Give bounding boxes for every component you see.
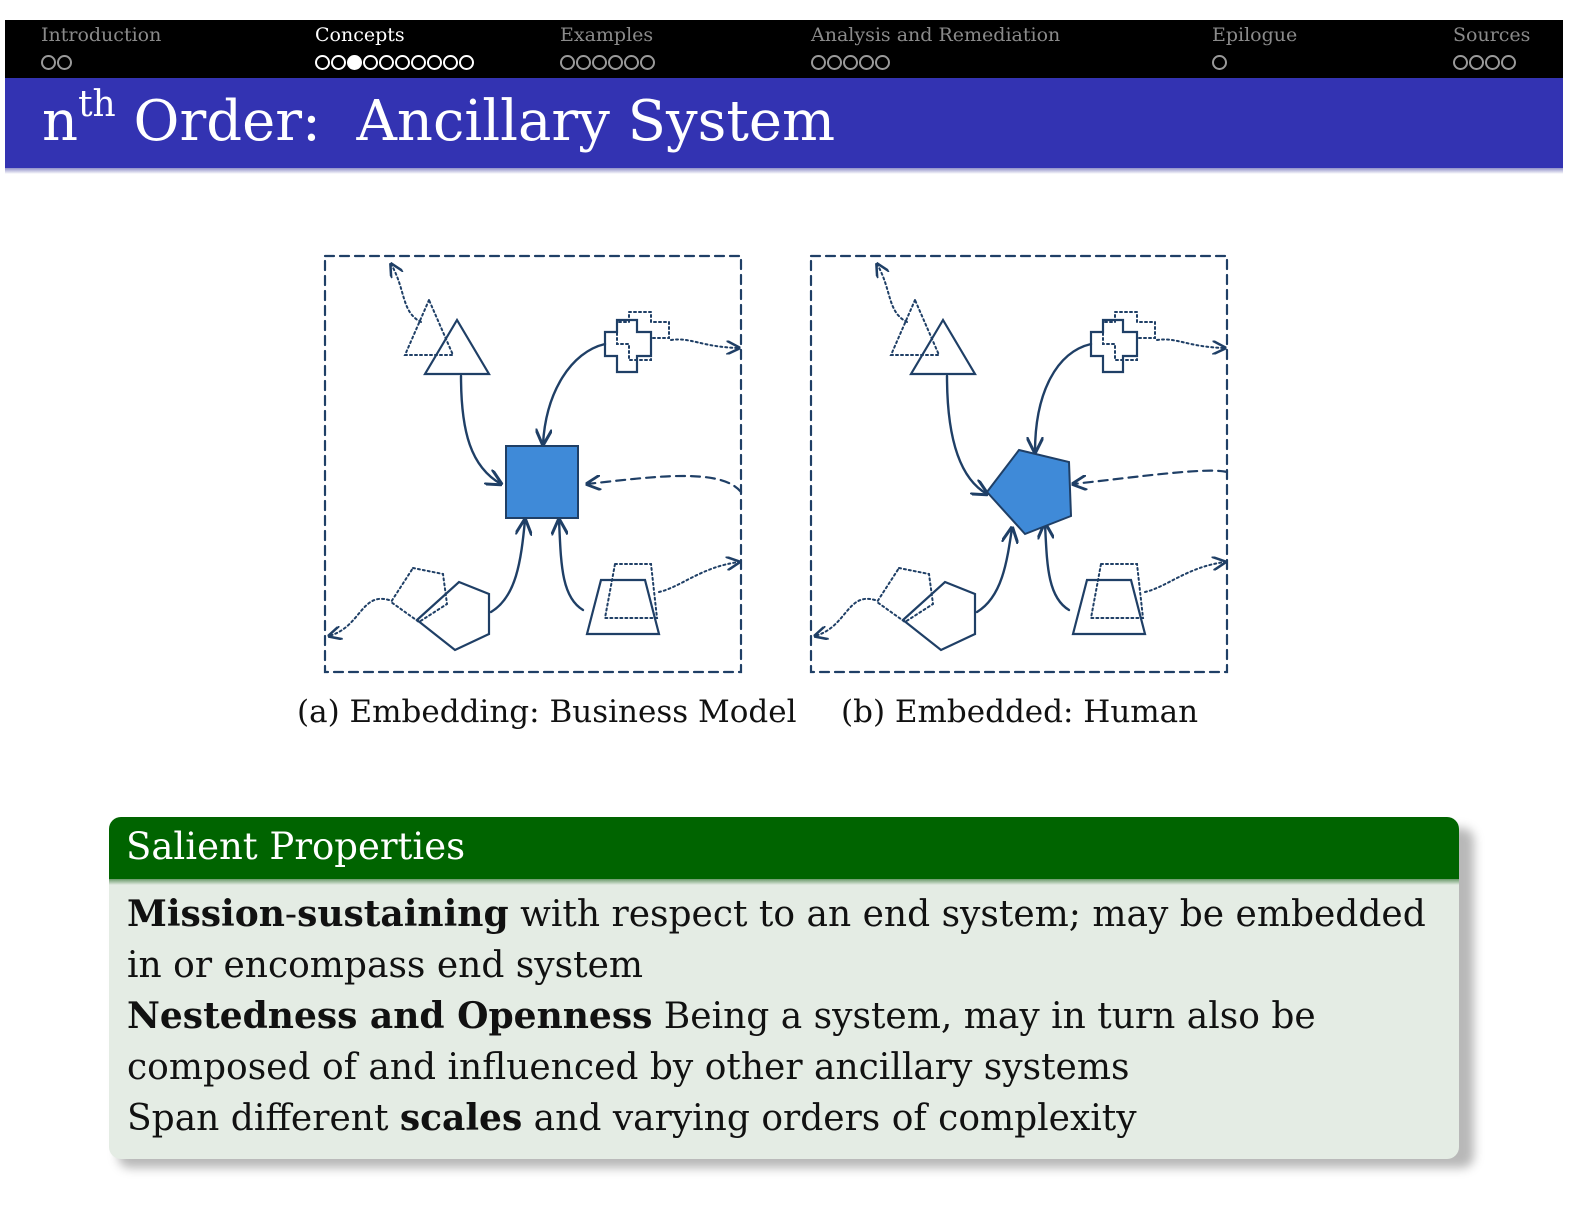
cross-dotted-outflow [1157, 339, 1225, 348]
title-bar-shadow [5, 168, 1563, 174]
nav-dot[interactable] [459, 55, 474, 70]
nav-dot[interactable] [1485, 55, 1500, 70]
environment-dashed-inflow [1073, 471, 1227, 484]
trapezoid-to-center-arrow [1045, 524, 1069, 610]
nav-label[interactable]: Sources [1453, 24, 1531, 46]
nav-dot[interactable] [608, 55, 623, 70]
nav-label[interactable]: Introduction [41, 24, 162, 46]
pentagon-dotted [877, 568, 933, 622]
property-term-dash: - [284, 894, 298, 935]
nav-dot[interactable] [592, 55, 607, 70]
nav-dots [560, 55, 655, 70]
nav-dot[interactable] [379, 55, 394, 70]
triangle-to-center-arrow [947, 376, 987, 494]
nav-dot[interactable] [427, 55, 442, 70]
property-scales [127, 1093, 1441, 1144]
nav-dot[interactable] [576, 55, 591, 70]
nav-dot[interactable] [331, 55, 346, 70]
nav-label[interactable]: Epilogue [1212, 24, 1298, 46]
trapezoid-dotted [605, 564, 657, 618]
triangle-dotted-outflow [877, 264, 907, 322]
nav-dot[interactable] [811, 55, 826, 70]
figure-b-diagram [807, 252, 1231, 676]
center-pentagon-shape [987, 450, 1071, 534]
property-nestedness-openness [127, 991, 1441, 1093]
nav-dot[interactable] [875, 55, 890, 70]
pentagon-to-center-arrow [491, 520, 525, 612]
property-term: sustaining [297, 893, 509, 935]
nav-dot[interactable] [859, 55, 874, 70]
block-title: Salient Properties [109, 817, 1459, 879]
nav-dot[interactable] [560, 55, 575, 70]
pentagon-dotted-outflow [815, 599, 875, 636]
nav-dot[interactable] [315, 55, 330, 70]
nav-dot[interactable] [1453, 55, 1468, 70]
frame-title [42, 84, 836, 156]
salient-properties-block [109, 817, 1459, 1159]
property-text: and varying orders of complexity [522, 1098, 1137, 1139]
nav-dot-current[interactable] [347, 55, 362, 70]
section-navigation-bar [5, 20, 1563, 78]
property-mission-sustaining [127, 889, 1441, 991]
nav-label[interactable]: Concepts [315, 24, 405, 46]
cross-to-center-arrow [543, 344, 605, 444]
nav-label[interactable]: Examples [560, 24, 654, 46]
nav-dot[interactable] [843, 55, 858, 70]
nav-dot[interactable] [411, 55, 426, 70]
nav-dot[interactable] [1469, 55, 1484, 70]
title-rest: Order: Ancillary System [115, 89, 836, 154]
nav-dots [1212, 55, 1227, 70]
triangle-shape [911, 320, 975, 374]
nav-dot[interactable] [624, 55, 639, 70]
nav-dot[interactable] [827, 55, 842, 70]
nav-dot[interactable] [1212, 55, 1227, 70]
pentagon-dotted [391, 568, 447, 622]
trapezoid-dotted [1091, 564, 1143, 618]
title-base: n [42, 89, 79, 154]
trapezoid-to-center-arrow [559, 520, 583, 610]
triangle-shape [425, 320, 489, 374]
property-description: with respect to an end system; may be embedded in or encompass end system [127, 894, 1438, 986]
nav-dot[interactable] [41, 55, 56, 70]
cross-to-center-arrow [1035, 344, 1091, 452]
nav-dot[interactable] [363, 55, 378, 70]
frame-title-bar [5, 78, 1563, 168]
nav-dots [811, 55, 890, 70]
triangle-dotted-outflow [391, 264, 421, 322]
pentagon-shape [417, 582, 489, 650]
trapezoid-shape [1073, 580, 1145, 634]
nav-label[interactable]: Analysis and Remediation [811, 24, 1061, 46]
trapezoid-dotted-outflow [1145, 562, 1225, 592]
figure-a-caption: (a) Embedding: Business Model [297, 694, 797, 730]
property-description: Being a system, may in turn also be composed of and influenced by other ancillary systems [127, 996, 1328, 1088]
cross-dotted-outflow [671, 339, 739, 348]
property-term: Nestedness and Openness [127, 995, 653, 1037]
trapezoid-shape [587, 580, 659, 634]
triangle-dotted [891, 300, 939, 355]
nav-dots [41, 55, 72, 70]
nav-dot[interactable] [1501, 55, 1516, 70]
title-superscript: th [78, 84, 116, 125]
pentagon-shape [903, 582, 975, 650]
pentagon-dotted-outflow [329, 599, 389, 636]
figure-a-diagram [321, 252, 745, 676]
nav-dot[interactable] [443, 55, 458, 70]
property-text: Span different [127, 1098, 400, 1139]
property-term: scales [399, 1097, 523, 1139]
nav-dots [315, 55, 474, 70]
pentagon-to-center-arrow [977, 528, 1012, 612]
block-body [109, 885, 1459, 1144]
property-term: Mission [127, 893, 285, 935]
nav-dot[interactable] [640, 55, 655, 70]
figure-b-caption: (b) Embedded: Human [841, 694, 1199, 730]
nav-dots [1453, 55, 1516, 70]
center-square-shape [506, 446, 578, 518]
triangle-to-center-arrow [461, 376, 501, 484]
environment-dashed-inflow [587, 476, 741, 492]
nav-dot[interactable] [395, 55, 410, 70]
trapezoid-dotted-outflow [659, 562, 739, 592]
triangle-dotted [405, 300, 453, 355]
nav-dot[interactable] [57, 55, 72, 70]
